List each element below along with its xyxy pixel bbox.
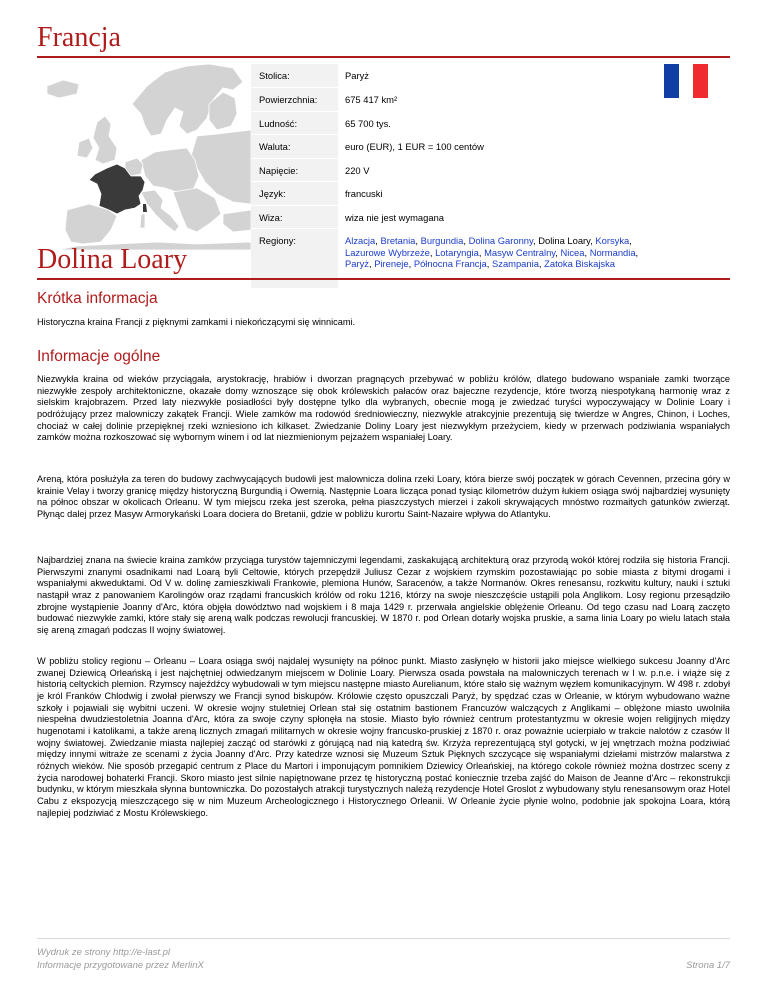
region-link[interactable]: Lotaryngia: [435, 246, 479, 258]
paragraph: W pobliżu stolicy regionu – Orleanu – Loara osiąga swój najdalej wysunięty na północ punkt. Miasto zasłynęło w historii jako miejsce wielkiego sukcesu Joanny d'Arc zwanej Dziewicą Orleańską i jest najchętniej odwiedzanym miejscem w Dolinie Loary. Pierwsza osada powstała na malowniczych terenach w I w. p.n.e. i wiąże się z historią celtyckich plemion. Rzymscy najeźdźcy wybudowali w tym miejscu następne miasto Aurelianum, które stało się ważnym węzłem komunikacyjnym. W 498 r. zdobył je król Franków Chlodwig i zwołał pierwszy we Francji synod biskupów. Królowie często opuszczali Paryż, by spędzać czas w Orleanie, w którym wybudowano ważne szkoły i pojawiali się wybitni uczeni. W okresie wojny stuletniej Orlean stał się ostatnim bastionem Francuzów walczących z Anglikami – oblężone miasto uwolniła niespełna dwudziestoletnia Joanna d'Arc, która za swoje czyny spłonęła na stosie. Miasto było również centrum protestantyzmu w okresie wojen religijnych między hugenotami i katolikami, a także areną licznych zmagań militarnych w okresie wojny francusko-pruskiej z 1870 r. oraz poważnie ucierpiało w trakcie nalotów z czasów II wojny światowej. Zwiedzanie miasta najlepiej zacząć od starówki z górującą nad nią katedrą św. Krzyża reprezentującą styl gotycki, w jej wnętrzach można podziwiać między innymi witraże ze scenami z życia Joanny d'Arc. Przy katedrze wznosi się Muzeum Sztuk Pięknych szczycące się wspaniałymi dziełami mistrzów malarstwa z różnych wieków. Nie sposób przegapić centrum z Place du Martori i imponującym pomnikiem Dziewicy Orleańskiej, na którego cokole również można dostrzec sceny z życia narodowej bohaterki Francji. Skoro miasto jest silnie napiętnowane przez tę historyczną postać koniecznie trzeba zajść do Maison de Jeanne d'Arc – rekonstrukcji budynku, w którym mieszkała słynna buntowniczka. Do pozostałych atrakcji turystycznych należą rezydencje Hotel Groslot z wybudowany stylu renesansowym oraz Hotel Cabu z ekspozycją mieszczącego się w nim Muzeum Archeologicznego i Historycznego Orleanii. W Orleanie życie płynie wolno, podobnie jak spokojna Loara, którą najlepiej podziwiać z Mostu Królewskiego.: [37, 656, 730, 818]
short-info-text: Historyczna kraina Francji z pięknymi zamkami i niekończącymi się winnicami.: [37, 317, 356, 327]
region-link[interactable]: Burgundia: [420, 235, 464, 246]
sardinia-shape: [140, 214, 145, 228]
fact-label: Język:: [251, 182, 338, 206]
fact-value: 220 V: [338, 158, 663, 182]
fact-row: [251, 158, 663, 182]
fact-row: [251, 205, 663, 229]
fact-value: 65 700 tys.: [338, 111, 663, 135]
fact-row: [251, 182, 663, 206]
region-link[interactable]: Korsyka: [595, 235, 630, 246]
fact-value: wiza nie jest wymagana: [338, 205, 663, 229]
fact-row: [251, 88, 663, 112]
region-title: Dolina Loary: [37, 244, 188, 275]
region-link[interactable]: Pireneje: [374, 258, 409, 270]
paragraph: Niezwykła kraina od wieków przyciągała, arystokrację, hrabiów i dworzan pragnących przebywać w pobliżu królów, dlatego budowano wspaniałe zamki tworzące niezwykłe zespoły architektoniczne, okazałe domy wznoszące się obok królewskich pałaców oraz bajeczne rezydencje, które tworzą niespotykaną harmonię wraz z sielskim krajobrazem. Przed laty niezwykłe posiadłości były dostępne tylko dla wybranych, obecnie mogą je zwiedzać turyści wypoczywający w Dolinie Loary i podróżujący przez malowniczy zakątek Francji. Wiele zamków ma rodowód średniowieczny, niezwykle atrakcyjnie prezentują się twierdze w Angres, Chinon, i Loches, chociaż w całej dolinie przepięknej rzeki wzniesiono ich kilkaset. Zwiedzanie Doliny Loary jest niezwykłym przeżyciem, kiedy w przerwach podziwiania wspaniałych zamków można rozkoszować się wybornym winem i od lat niezmienionym pejzażem wspaniałej Loary.: [37, 374, 730, 443]
country-title: Francja: [37, 22, 121, 53]
fact-label: Wiza:: [251, 205, 338, 229]
regions-label: Regiony:: [251, 229, 338, 289]
page-number: Strona 1/7: [686, 960, 730, 971]
general-info-heading: Informacje ogólne: [37, 348, 161, 365]
region-title-divider: [37, 278, 730, 280]
regions-list: Alzacja, Bretania, Burgundia, Dolina Garonny, Dolina Loary, Korsyka, Lazurowe Wybrzeże, Lotaryngia, Masyw Centralny, Nicea, Normandia, Paryż, Pireneje, Północna Francja, Szampania, Zatoka Biskajska: [338, 229, 663, 289]
flag-stripe-white: [679, 64, 694, 98]
fact-label: Stolica:: [251, 64, 338, 88]
country-facts-table: [251, 64, 663, 289]
region-link[interactable]: Szampania: [492, 258, 539, 270]
footer-credit: Informacje przygotowane przez MerlinX: [37, 960, 204, 971]
fact-value: 675 417 km²: [338, 88, 663, 112]
title-divider: [37, 56, 730, 58]
fact-label: Ludność:: [251, 111, 338, 135]
region-link[interactable]: Paryż: [345, 258, 369, 270]
fact-label: Napięcie:: [251, 158, 338, 182]
flag-stripe-blue: [664, 64, 679, 98]
flag-stripe-red: [693, 64, 708, 98]
fact-value: francuski: [338, 182, 663, 206]
region-current: Dolina Loary: [538, 235, 591, 246]
region-link[interactable]: Normandia: [589, 246, 636, 258]
region-link[interactable]: Północna Francja: [413, 258, 487, 270]
region-link[interactable]: Bretania: [380, 235, 416, 246]
fact-row: [251, 111, 663, 135]
fact-row: [251, 64, 663, 88]
short-info-heading: Krótka informacja: [37, 290, 158, 307]
paragraph: Najbardziej znana na świecie kraina zamków przyciąga turystów tajemniczymi legendami, zaskakującą architekturą oraz przyrodą wokół której rodziła się historia Francji. Pierwszymi znanymi osadnikami nad Loarą byli Celtowie, których przepędził Juliusz Cezar z wojskiem rzymskim pozostawiając po sobie miasta z bitymi drogami i wspaniałymi akweduktami. Od V w. dolinę zamieszkiwali Frankowie, plemiona Hunów, Saracenów, a także Normanów. Okres renesansu, rozkwitu kultury, nauki i sztuki nastąpił wraz z panowaniem Karolingów oraz rządami francuskich królów od roku 1216, którzy na swoje nieszczęście ustąpili pola Anglikom. Losy regionu przesądziło zbrojne wystąpienie Joanny d'Arc, która objęła dowództwo nad wojskiem i 8 maja 1429 r. przerwała angielskie oblężenie Orleanu. Od tego czasu nad Loarą zaczęto budować niezwykłe zamki, które stały się areną walk podczas rewolucji francuskiej. W 1870 r. pod Orlean dotarły wojska pruskie, a sama linia Loary po wielu latach stała się areną zmagań podczas II wojny światowej.: [37, 555, 730, 635]
region-link[interactable]: Zatoka Biskajska: [544, 258, 615, 270]
fact-value: euro (EUR), 1 EUR = 100 centów: [338, 135, 663, 159]
europe-map: [37, 64, 251, 250]
footer-source: Wydruk ze strony http://e-last.pl: [37, 947, 171, 958]
france-flag: [664, 64, 708, 98]
region-link[interactable]: Masyw Centralny: [484, 246, 556, 258]
region-link[interactable]: Alzacja: [345, 235, 376, 246]
region-link[interactable]: Nicea: [560, 246, 585, 258]
fact-label: Powierzchnia:: [251, 88, 338, 112]
paragraph: Areną, która posłużyła za teren do budowy zachwycających budowli jest malownicza dolina rzeki Loary, która bierze swój początek w górach Cevennen, przecina góry w krainie Velay i tworzy granicę między historyczną Burgundią i Owernią. Następnie Loara licząca ponad tysiąc kilometrów dużym łukiem osiąga swój najbardziej wysunięty na północ obszar w okolicach Orleanu. W tym miejscu rzeka jest szeroka, pełna piaszczystych mierzei i zakoli skrywających mnóstwo rozmaitych gatunków zwierząt. Płynąc dalej przez Masyw Armorykański Loara dociera do Bretanii, gdzie w pobliżu kurortu Saint-Nazaire wpływa do Atlantyku.: [37, 474, 730, 519]
fact-value: Paryż: [338, 64, 663, 88]
region-link[interactable]: Dolina Garonny: [468, 235, 534, 246]
region-link[interactable]: Lazurowe Wybrzeże: [345, 246, 430, 258]
fact-label: Waluta:: [251, 135, 338, 159]
fact-row: [251, 135, 663, 159]
footer-divider: [37, 938, 730, 939]
